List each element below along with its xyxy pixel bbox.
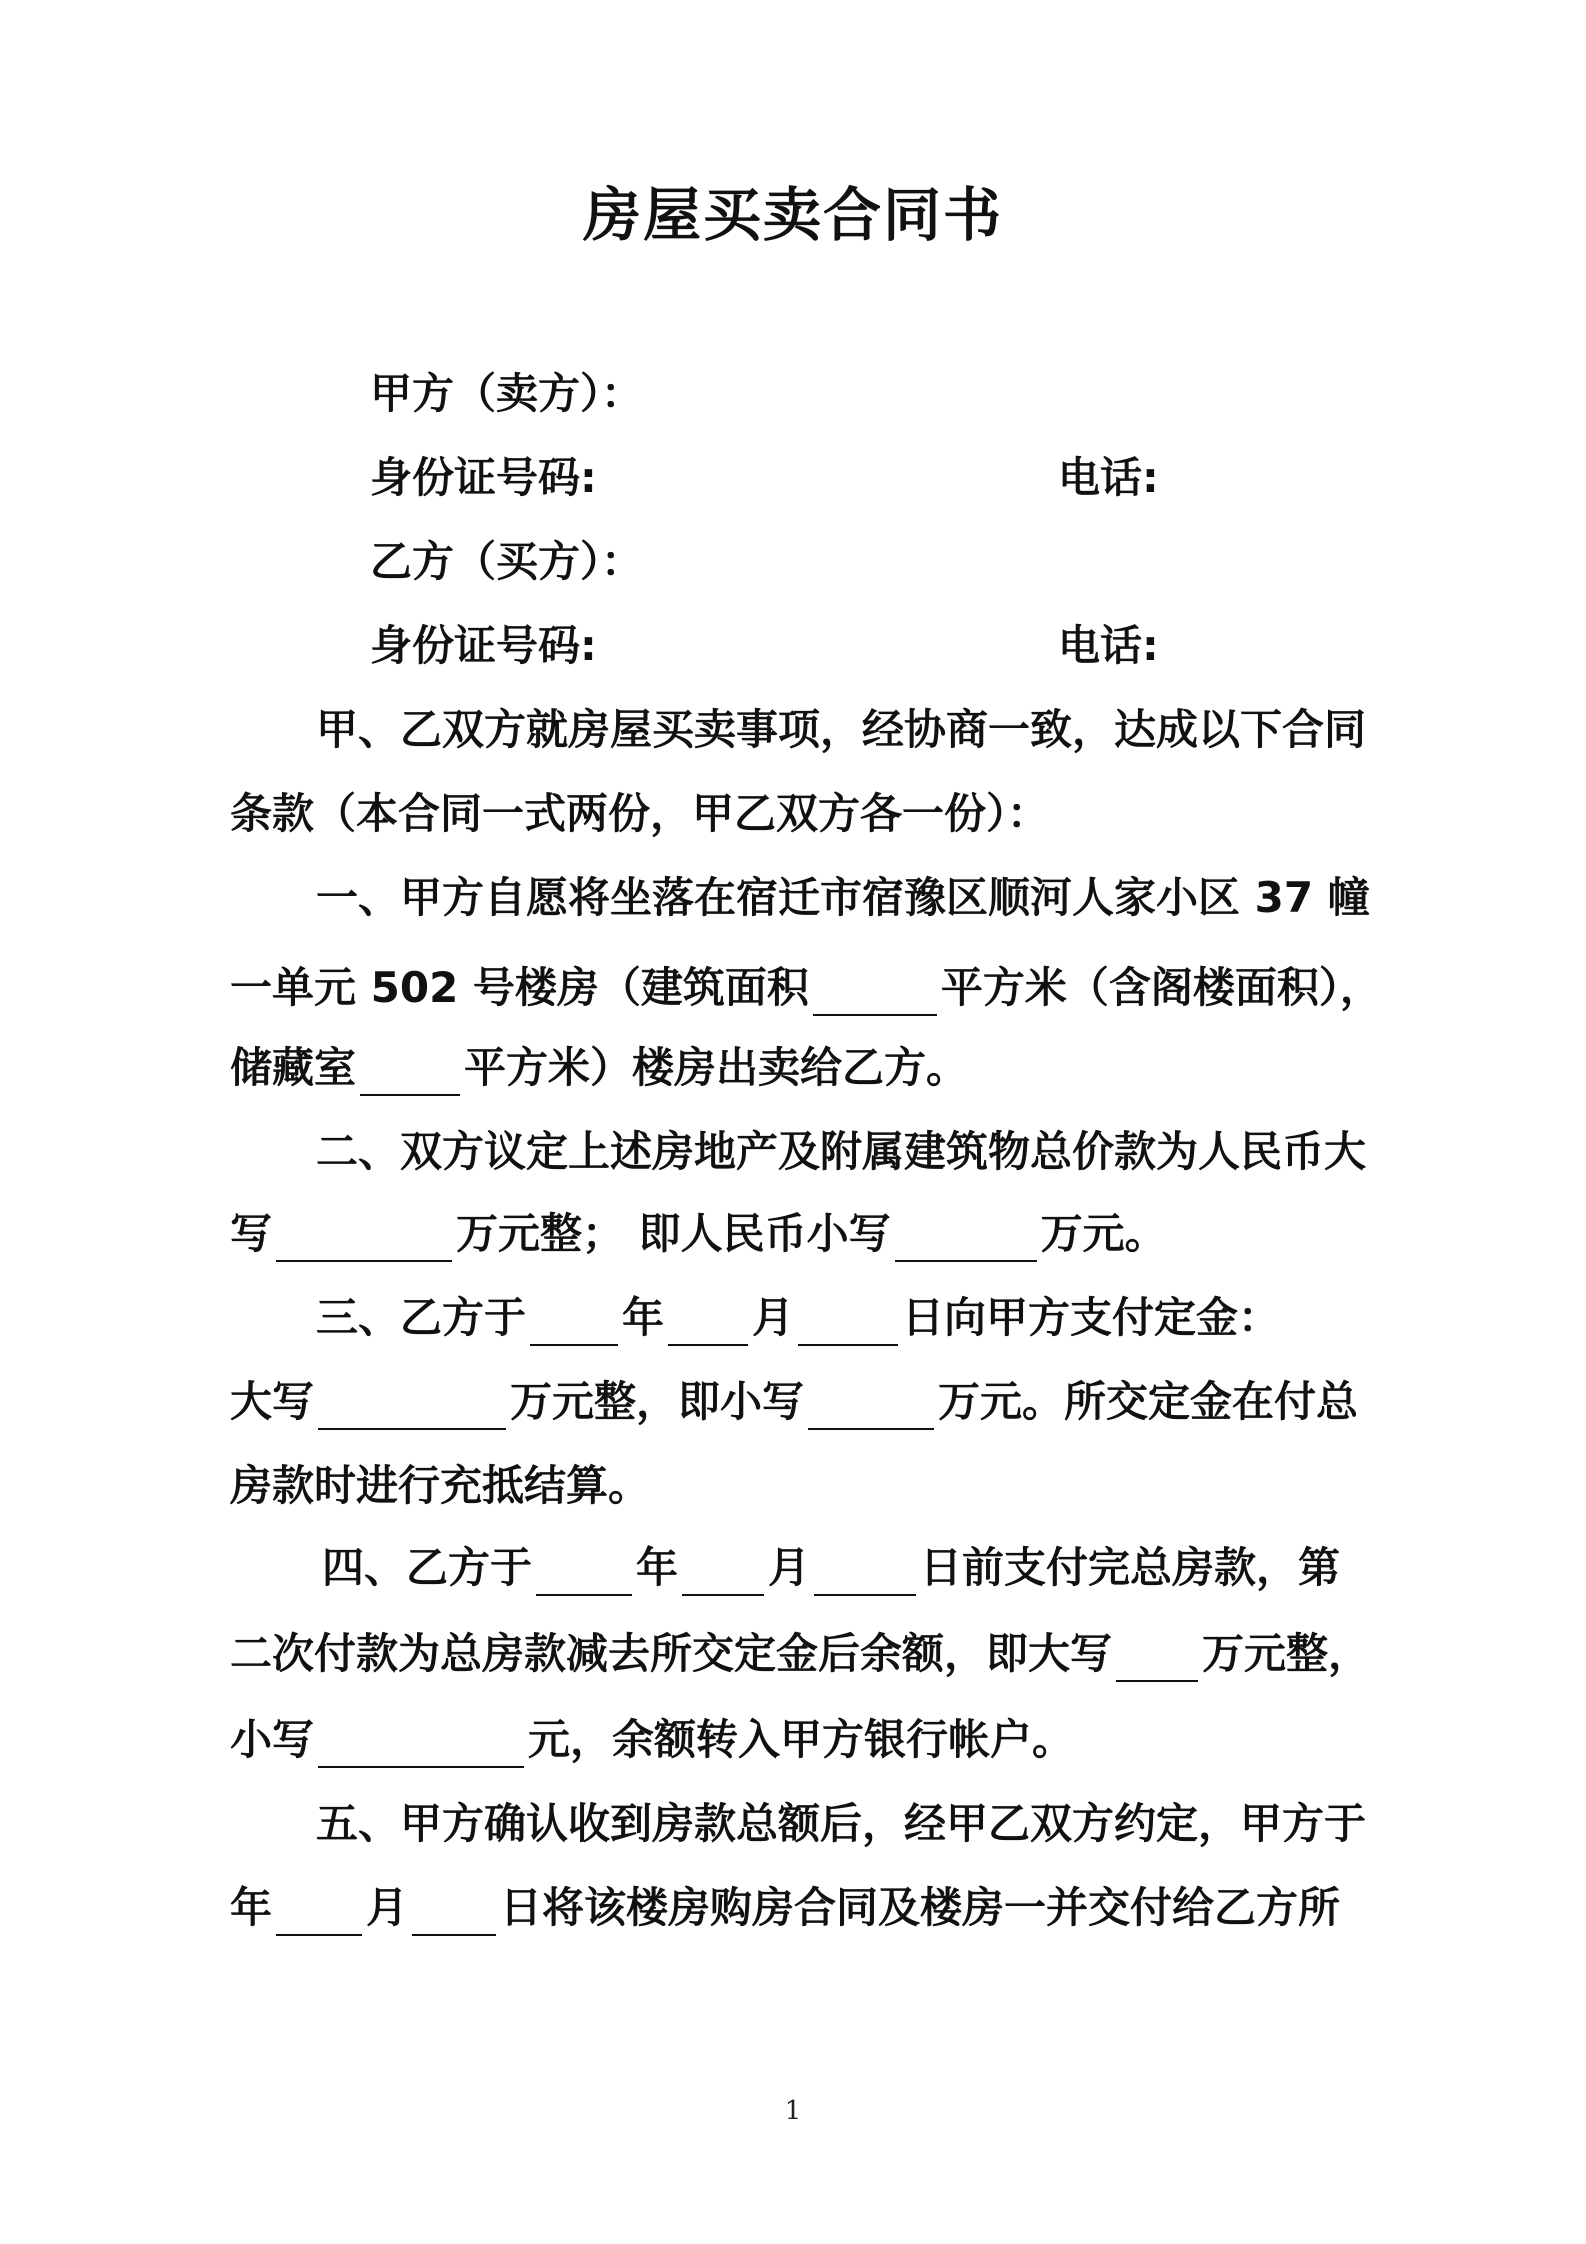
party-b-id-label: 身份证号码: [370, 621, 597, 670]
clause-2-line-2 [230, 1206, 1167, 1262]
handover-day-blank[interactable] [412, 1890, 496, 1936]
clause-4-tail: 元，余额转入甲方银行帐户。 [528, 1715, 1075, 1764]
clause-5-month-label: 月 [366, 1883, 409, 1932]
clause-1-line-1: 一、甲方自愿将坐落在宿迁市宿豫区顺河人家小区 37 幢 [316, 873, 1370, 922]
clause-4-balance-text: 二次付款为总房款减去所交定金后余额，即大写 [230, 1629, 1113, 1678]
balance-number-blank[interactable] [318, 1722, 524, 1768]
handover-month-blank[interactable] [276, 1890, 362, 1936]
clause-1-line-2 [230, 960, 1382, 1016]
party-a-label: 甲方（卖方）： [370, 369, 644, 418]
clause-1-line-3 [230, 1040, 968, 1096]
clause-5-line-2 [230, 1880, 1340, 1936]
total-price-words-blank[interactable] [276, 1216, 452, 1262]
clause-3-tail: 万元。所交定金在付总 [938, 1377, 1359, 1426]
deposit-words-blank[interactable] [318, 1384, 506, 1430]
clause-3-line-3: 房款时进行充抵结算。 [230, 1461, 651, 1510]
intro-line-2: 条款（本合同一式两份，甲乙双方各一份）： [230, 789, 1050, 838]
payment-day-blank[interactable] [814, 1550, 916, 1596]
payment-year-blank[interactable] [536, 1550, 632, 1596]
clause-5-line-1: 五、甲方确认收到房款总额后，经甲乙双方约定，甲方于 [316, 1799, 1367, 1848]
clause-3-line-1 [316, 1290, 1280, 1346]
clause-2-tail: 万元。 [1040, 1209, 1167, 1258]
clause-4-month-label: 月 [768, 1543, 811, 1592]
clause-5-year-label: 年 [230, 1883, 273, 1932]
clause-4-xiaoxie-label: 小写 [230, 1715, 315, 1764]
party-a-phone-label: 电话: [1058, 453, 1159, 502]
clause-2-middle: 万元整； 即人民币小写 [456, 1209, 891, 1258]
clause-4-line-1 [322, 1540, 1340, 1596]
building-area-blank[interactable] [813, 970, 937, 1016]
party-b-label: 乙方（买方）： [370, 537, 644, 586]
deposit-day-blank[interactable] [798, 1300, 898, 1346]
clause-3-prefix: 三、乙方于 [316, 1293, 527, 1342]
clause-5-tail: 日将该楼房购房合同及楼房一并交付给乙方所 [500, 1883, 1341, 1932]
clause-1-tail: 平方米）楼房出卖给乙方。 [464, 1043, 969, 1092]
storage-room-label: 储藏室 [230, 1043, 357, 1092]
clause-3-daxie-label: 大写 [230, 1377, 315, 1426]
payment-month-blank[interactable] [682, 1550, 764, 1596]
document-title: 房屋买卖合同书 [582, 181, 1003, 249]
clause-1-area-prefix: 一单元 502 号楼房（建筑面积 [230, 963, 809, 1012]
deposit-year-blank[interactable] [530, 1300, 618, 1346]
total-price-number-blank[interactable] [895, 1216, 1037, 1262]
page-number: 1 [784, 2096, 802, 2126]
clause-1-area-suffix: 平方米（含阁楼面积）， [940, 963, 1382, 1012]
storage-area-blank[interactable] [360, 1050, 460, 1096]
intro-line-1: 甲、乙双方就房屋买卖事项，经协商一致，达成以下合同 [316, 705, 1367, 754]
clause-3-middle: 万元整，即小写 [510, 1377, 805, 1426]
party-b-phone-label: 电话: [1058, 621, 1159, 670]
balance-words-blank[interactable] [1116, 1636, 1198, 1682]
clause-3-line-2 [230, 1374, 1358, 1430]
deposit-month-blank[interactable] [668, 1300, 748, 1346]
clause-3-month-label: 月 [752, 1293, 795, 1342]
clause-2-daxie-label: 写 [230, 1209, 273, 1258]
clause-2-line-1: 二、双方议定上述房地产及附属建筑物总价款为人民币大 [316, 1127, 1367, 1176]
clause-3-year-label: 年 [622, 1293, 665, 1342]
clause-4-year-label: 年 [636, 1543, 679, 1592]
party-a-id-label: 身份证号码: [370, 453, 597, 502]
deposit-number-blank[interactable] [808, 1384, 934, 1430]
clause-4-balance-unit: 万元整， [1202, 1629, 1371, 1678]
clause-4-line-3 [230, 1712, 1074, 1768]
clause-4-day-suffix: 日前支付完总房款，第 [920, 1543, 1341, 1592]
clause-3-day-suffix: 日向甲方支付定金： [902, 1293, 1281, 1342]
clause-4-line-2 [230, 1626, 1370, 1682]
clause-4-prefix: 四、乙方于 [322, 1543, 533, 1592]
